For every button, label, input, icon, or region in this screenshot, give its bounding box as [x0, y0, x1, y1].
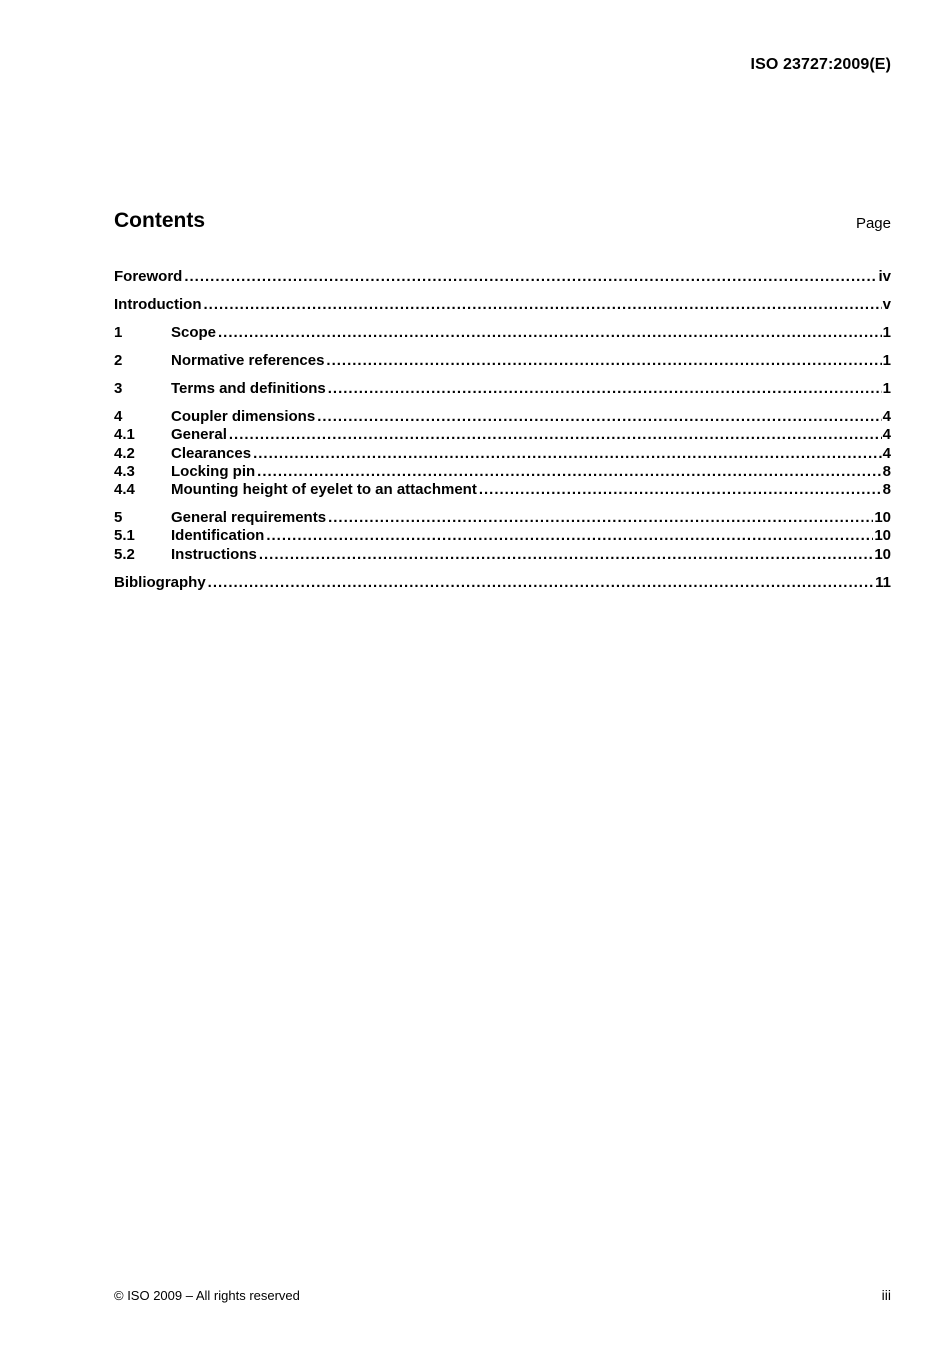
toc-entry-general[interactable]: [114, 426, 891, 444]
toc-entry-number: 5.1: [114, 527, 135, 545]
toc-entry-title: General requirements: [171, 509, 327, 527]
toc-leader-dots: [317, 408, 881, 426]
toc-entry-terms-and-definitions[interactable]: [114, 380, 891, 398]
toc-entry-title: Locking pin: [171, 462, 256, 480]
toc-entry-page: 10: [874, 545, 891, 563]
footer-page-number: iii: [881, 1287, 891, 1303]
toc-entry-bibliography[interactable]: [114, 574, 891, 592]
toc-entry-number: 4.3: [114, 462, 135, 480]
contents-heading: Contents: [114, 209, 205, 232]
toc-entry-title: Coupler dimensions: [171, 407, 316, 425]
toc-leader-dots: [326, 352, 881, 370]
toc-entry-page: 1: [882, 323, 891, 341]
toc-entry-page: v: [882, 295, 891, 313]
table-of-contents: [114, 268, 891, 592]
toc-entry-number: 4.2: [114, 444, 135, 462]
toc-entry-number: 5.2: [114, 545, 135, 563]
toc-leader-dots: [218, 324, 882, 342]
toc-entry-page: 4: [882, 444, 891, 462]
toc-leader-dots: [257, 463, 881, 481]
toc-entry-page: 1: [882, 379, 891, 397]
toc-leader-dots: [266, 527, 873, 545]
toc-entry-title: Normative references: [171, 351, 325, 369]
toc-entry-mounting-height[interactable]: [114, 481, 891, 499]
toc-entry-instructions[interactable]: [114, 546, 891, 564]
toc-leader-dots: [479, 481, 882, 499]
toc-entry-number: 2: [114, 351, 123, 369]
toc-entry-title: Mounting height of eyelet to an attachment: [171, 481, 477, 499]
toc-entry-title: Terms and definitions: [171, 379, 326, 397]
page-column-label: Page: [855, 215, 891, 232]
toc-entry-page: 10: [874, 509, 891, 527]
toc-leader-dots: [229, 426, 882, 444]
toc-entry-page: 8: [882, 481, 891, 499]
toc-leader-dots: [259, 546, 873, 564]
toc-leader-dots: [328, 380, 882, 398]
toc-entry-title: Instructions: [171, 545, 257, 563]
toc-entry-page: 4: [882, 426, 891, 444]
toc-entry-normative-references[interactable]: [114, 352, 891, 370]
toc-leader-dots: [328, 509, 873, 527]
toc-leader-dots: [184, 268, 877, 286]
toc-entry-title: Clearances: [171, 444, 252, 462]
toc-entry-coupler-dimensions[interactable]: [114, 408, 891, 426]
toc-entry-number: 4.1: [114, 426, 135, 444]
toc-entry-title: Identification: [171, 527, 265, 545]
toc-entry-number: 3: [114, 379, 123, 397]
toc-entry-scope[interactable]: [114, 324, 891, 342]
toc-entry-page: 4: [882, 407, 891, 425]
toc-entry-identification[interactable]: [114, 527, 891, 545]
footer-copyright: © ISO 2009 – All rights reserved: [114, 1288, 300, 1303]
toc-leader-dots: [208, 574, 874, 592]
toc-entry-page: iv: [878, 268, 891, 285]
toc-entry-page: 10: [874, 527, 891, 545]
toc-entry-title: Scope: [171, 323, 217, 341]
toc-entry-title: Introduction: [114, 295, 202, 313]
toc-entry-title: General: [171, 426, 227, 444]
toc-entry-locking-pin[interactable]: [114, 463, 891, 481]
toc-entry-title: Bibliography: [114, 573, 206, 591]
toc-entry-number: 1: [114, 323, 123, 341]
toc-leader-dots: [253, 445, 882, 463]
toc-entry-introduction[interactable]: [114, 296, 891, 314]
toc-entry-number: 5: [114, 509, 123, 527]
toc-entry-number: 4.4: [114, 481, 135, 499]
toc-leader-dots: [203, 296, 881, 314]
document-id: ISO 23727:2009(E): [750, 56, 891, 73]
toc-entry-page: 1: [882, 351, 891, 369]
toc-entry-page: 11: [875, 573, 891, 591]
toc-entry-foreword[interactable]: [114, 268, 891, 286]
toc-entry-number: 4: [114, 407, 123, 425]
toc-entry-general-requirements[interactable]: [114, 509, 891, 527]
toc-entry-title: Foreword: [114, 268, 183, 285]
toc-entry-clearances[interactable]: [114, 445, 891, 463]
toc-entry-page: 8: [882, 462, 891, 480]
